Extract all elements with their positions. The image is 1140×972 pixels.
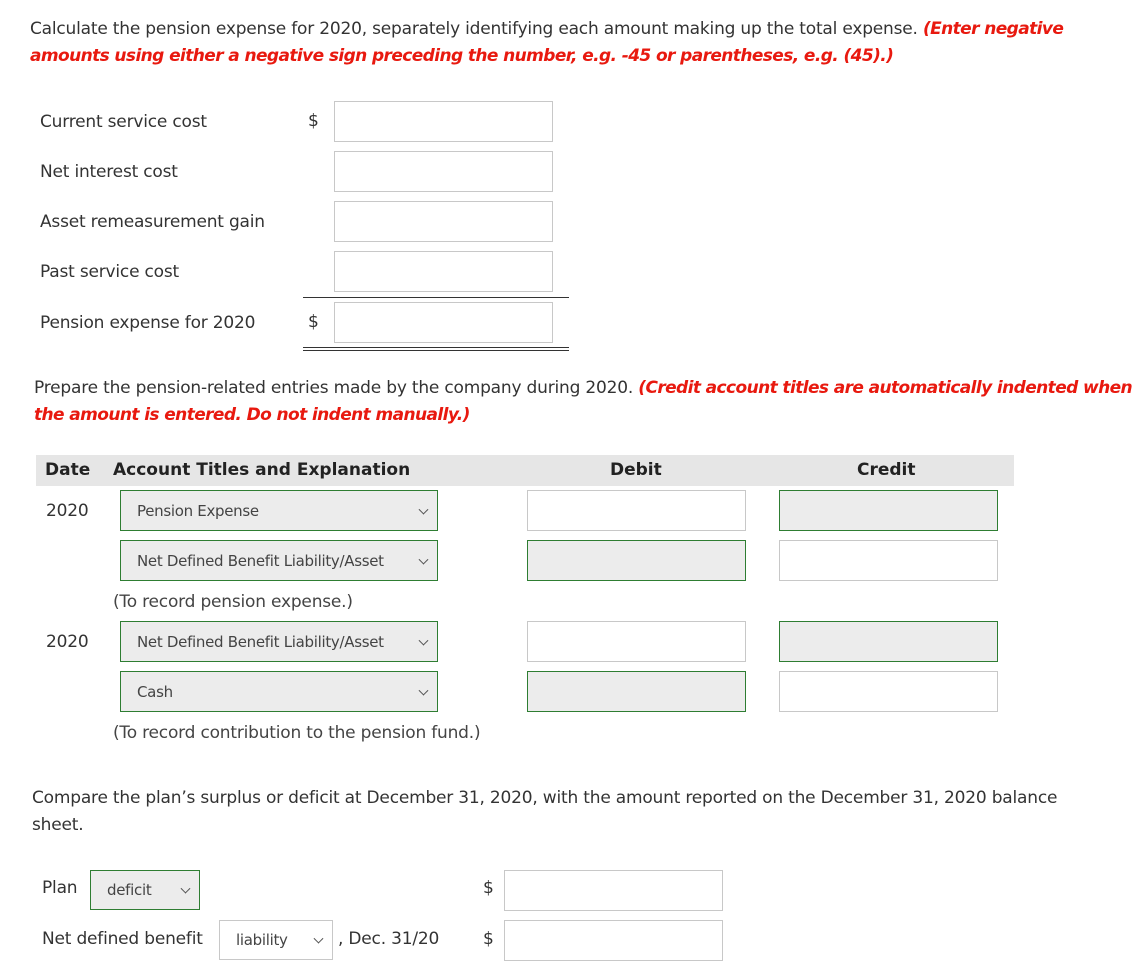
entry-date: 2020 [46,632,89,652]
account-select-value: Net Defined Benefit Liability/Asset [137,632,384,651]
row-label-asset-remeasurement-gain: Asset remeasurement gain [40,212,265,232]
instruction-text: (Enter negative amounts using either a negative sign preceding the number, e.g. -45 or parentheses, e.g. (45).) [30,19,1064,66]
net-defined-benefit-label: Net defined benefit [42,929,203,949]
dollar-sign: $ [308,111,319,131]
account-select-value: Net Defined Benefit Liability/Asset [137,551,384,570]
account-select[interactable] [120,540,438,581]
debit-input[interactable] [527,671,746,712]
chevron-down-icon [419,554,429,564]
chevron-down-icon [419,685,429,695]
entry-date: 2020 [46,501,89,521]
credit-input[interactable] [779,621,998,662]
row-label-pension-expense: Pension expense for 2020 [40,313,256,333]
compare-question: Compare the plan’s surplus or deficit at December 31, 2020, with the amount reported on the December 31, 2020 balance sheet. [32,788,1058,835]
subtotal-rule [303,297,569,298]
pension-expense-total-input[interactable] [334,302,553,343]
past-service-cost-input[interactable] [334,251,553,292]
total-double-rule-top [303,347,569,348]
plan-label: Plan [42,878,78,898]
header-account-titles: Account Titles and Explanation [113,460,411,480]
dollar-sign: $ [483,878,494,898]
chevron-down-icon [419,504,429,514]
header-date: Date [45,460,91,480]
chevron-down-icon [314,934,324,944]
dollar-sign: $ [483,929,494,949]
header-credit: Credit [857,460,916,480]
account-select[interactable] [120,671,438,712]
chevron-down-icon [181,884,191,894]
row-label-current-service-cost: Current service cost [40,112,207,132]
instruction-text: (Credit account titles are automatically indented when the amount is entered. Do not indent manually.) [34,378,1133,425]
plan-status-select[interactable] [90,870,200,910]
debit-input[interactable] [527,490,746,531]
pension-expense-question [30,16,1110,70]
entry-explanation: (To record pension expense.) [113,592,353,612]
account-select[interactable] [120,490,438,531]
net-defined-benefit-value: liability [236,931,288,949]
debit-input[interactable] [527,621,746,662]
entry-explanation: (To record contribution to the pension fund.) [113,723,481,743]
account-select-value: Cash [137,682,173,701]
debit-input[interactable] [527,540,746,581]
account-select[interactable] [120,621,438,662]
header-debit: Debit [610,460,662,480]
row-label-past-service-cost: Past service cost [40,262,179,282]
question-text: Calculate the pension expense for 2020, separately identifying each amount making up the total expense. [30,19,918,39]
question-text: Prepare the pension-related entries made by the company during 2020. [34,378,634,398]
net-defined-benefit-amount-input[interactable] [504,920,723,961]
account-select-value: Pension Expense [137,501,259,520]
credit-input[interactable] [779,490,998,531]
net-interest-cost-input[interactable] [334,151,553,192]
plan-status-value: deficit [107,881,152,899]
journal-entries-question [34,375,1134,429]
row-label-net-interest-cost: Net interest cost [40,162,178,182]
total-double-rule-bottom [303,350,569,351]
chevron-down-icon [419,635,429,645]
credit-input[interactable] [779,540,998,581]
date-suffix: , Dec. 31/20 [338,929,440,949]
credit-input[interactable] [779,671,998,712]
plan-amount-input[interactable] [504,870,723,911]
asset-remeasurement-gain-input[interactable] [334,201,553,242]
dollar-sign: $ [308,312,319,332]
net-defined-benefit-select[interactable] [219,920,333,960]
current-service-cost-input[interactable] [334,101,553,142]
